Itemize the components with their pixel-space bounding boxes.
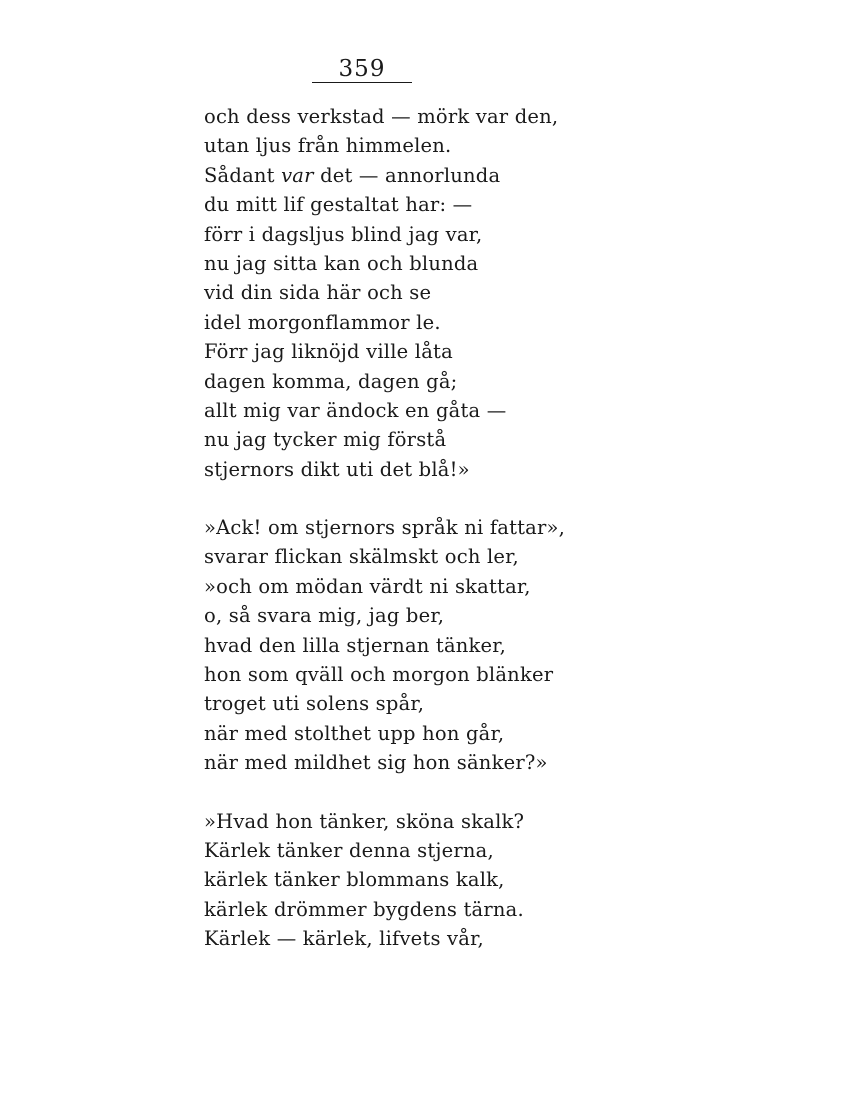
poem-line: allt mig var ändock en gåta — bbox=[204, 398, 507, 422]
poem-line: »Ack! om stjernors språk ni fattar», bbox=[204, 516, 566, 540]
poem-line: kärlek tänker blommans kalk, bbox=[204, 868, 505, 892]
poem-line: du mitt lif gestaltat har: — bbox=[204, 193, 473, 217]
poem-line: när med stolthet upp hon går, bbox=[204, 721, 505, 745]
poem-line: förr i dagsljus blind jag var, bbox=[204, 222, 483, 246]
poem-text bbox=[204, 102, 764, 954]
poem-line: o, så svara mig, jag ber, bbox=[204, 604, 445, 628]
stanza-3 bbox=[204, 807, 764, 954]
poem-line: Kärlek tänker denna stjerna, bbox=[204, 838, 494, 862]
poem-line: »Hvad hon tänker, sköna skalk? bbox=[204, 809, 525, 833]
poem-line: vid din sida här och se bbox=[204, 281, 432, 305]
poem-line: Kärlek — kärlek, lifvets vår, bbox=[204, 927, 484, 951]
poem-line: »och om mödan värdt ni skattar, bbox=[204, 574, 531, 598]
stanza-break bbox=[204, 778, 764, 807]
poem-line: dagen komma, dagen gå; bbox=[204, 369, 458, 393]
poem-line: nu jag tycker mig förstå bbox=[204, 428, 447, 452]
poem-line: hvad den lilla stjernan tänker, bbox=[204, 633, 507, 657]
stanza-2 bbox=[204, 513, 764, 778]
poem-line: svarar flickan skälmskt och ler, bbox=[204, 545, 519, 569]
poem-line: idel morgonflammor le. bbox=[204, 310, 441, 334]
page-number: 359 bbox=[338, 56, 386, 82]
poem-line: när med mildhet sig hon sänker?» bbox=[204, 751, 548, 775]
poem-line: nu jag sitta kan och blunda bbox=[204, 251, 479, 275]
poem-line: hon som qväll och morgon blänker bbox=[204, 663, 554, 687]
poem-line: stjernors dikt uti det blå!» bbox=[204, 457, 470, 481]
stanza-break bbox=[204, 484, 764, 513]
poem-line: troget uti solens spår, bbox=[204, 692, 425, 716]
line-segment: det — annorlunda bbox=[313, 163, 501, 187]
poem-line: och dess verkstad — mörk var den, bbox=[204, 105, 559, 128]
line-segment: Sådant bbox=[204, 163, 282, 187]
stanza-1 bbox=[204, 102, 764, 484]
italic-word: var bbox=[281, 163, 314, 187]
poem-line: kärlek drömmer bygdens tärna. bbox=[204, 897, 524, 921]
page-number-rule bbox=[312, 82, 412, 83]
poem-line bbox=[204, 161, 764, 190]
poem-line: utan ljus från himmelen. bbox=[204, 134, 452, 158]
poem-line: Förr jag liknöjd ville låta bbox=[204, 340, 453, 364]
